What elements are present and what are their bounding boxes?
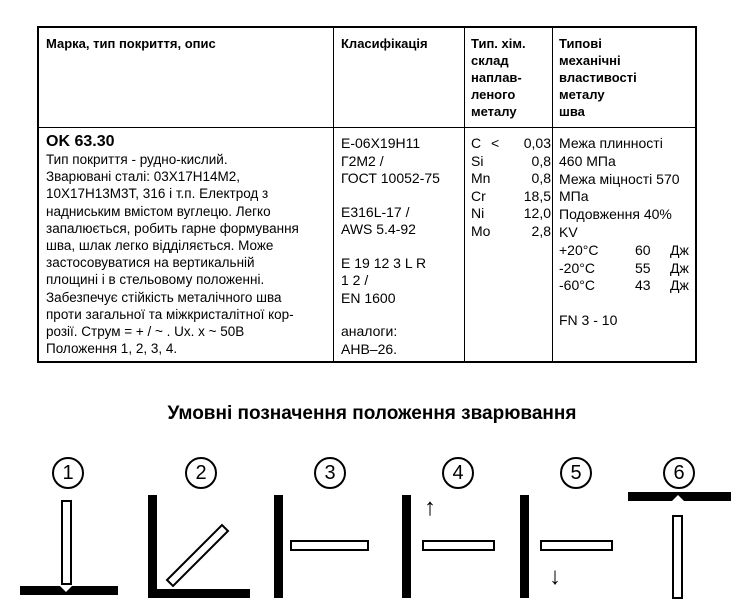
classification-line: аналоги: <box>341 323 398 339</box>
impact-temp: +20°C <box>559 241 599 258</box>
chem-row <box>471 135 551 153</box>
chem-value: 0,03 <box>523 135 551 151</box>
description-line: застосовуватися на вертикальній <box>46 255 255 271</box>
chem-value: 0,8 <box>531 152 551 169</box>
chem-element: C <box>471 135 482 151</box>
classification-line: ГОСТ 10052-75 <box>341 170 440 186</box>
chem-element: Cr <box>471 187 486 204</box>
electrode-table <box>37 26 697 363</box>
description-line: Забезпечує стійкість металічного шва <box>46 289 282 305</box>
vertical-up-icon <box>400 495 500 605</box>
classification-line: АНВ–26. <box>341 340 398 357</box>
mechanical-line: Подовження 40% <box>559 206 672 223</box>
header-line: властивості <box>559 70 637 85</box>
mechanical-line: 460 МПа <box>559 152 616 169</box>
header-divider <box>39 127 695 128</box>
impact-row <box>559 242 694 260</box>
column-divider <box>464 28 465 361</box>
impact-temp: -60°C <box>559 277 595 294</box>
chem-row <box>471 153 551 171</box>
header-line: наплав- <box>471 70 522 85</box>
arrow-down-icon: ↓ <box>549 563 561 590</box>
chem-value: 2,8 <box>531 222 551 239</box>
classification-line: AWS 5.4-92 <box>341 221 416 237</box>
column-divider <box>333 28 334 361</box>
product-cell <box>46 133 299 357</box>
mechanical-line: Межа міцності 570 <box>559 170 680 187</box>
product-name: OK 63.30 <box>46 133 115 150</box>
horizontal-fillet-icon <box>145 495 255 605</box>
overhead-position-icon <box>628 492 732 604</box>
chem-value: 0,8 <box>531 170 551 186</box>
chem-row <box>471 205 551 223</box>
classification-line: 1 2 / <box>341 272 369 288</box>
classification-cell <box>341 135 440 358</box>
header-line: склад <box>471 53 509 68</box>
header-brand: Марка, тип покриття, опис <box>46 36 216 51</box>
chemistry-cell <box>471 135 551 240</box>
chem-element: Mo <box>471 222 491 239</box>
description-line: 10Х17Н13М3Т, 316 і т.п. Електрод з <box>46 186 269 202</box>
chem-row <box>471 170 551 188</box>
vertical-down-icon <box>518 495 618 605</box>
chem-row <box>471 188 551 206</box>
mechanical-cell <box>559 135 694 330</box>
classification-line: E 19 12 3 L R <box>341 254 427 271</box>
header-line: Типові <box>559 36 602 51</box>
impact-temp: -20°C <box>559 259 595 276</box>
description-line: Тип покриття - рудно-кислий. <box>46 152 228 167</box>
position-number-2: 2 <box>185 457 217 489</box>
mechanical-line: Межа плинності <box>559 135 663 151</box>
description-line: площині і в стельовому положенні. <box>46 272 265 288</box>
impact-unit: Дж <box>670 259 689 276</box>
description-line: запалюється, робить гарне формування <box>46 220 299 236</box>
description-line: надниським вмістом вуглецю. Легко <box>46 203 271 219</box>
classification-line: EN 1600 <box>341 289 396 306</box>
description-line: Положення 1, 2, 3, 4. <box>46 341 178 357</box>
classification-line: E-06Х19Н11 <box>341 135 421 151</box>
description-line: розії. Струм = + / ~ . Uх. х ~ 50В <box>46 324 245 340</box>
horizontal-position-icon <box>270 495 380 605</box>
chem-qualifier: < <box>491 135 500 151</box>
chem-element: Si <box>471 152 484 169</box>
chem-element: Mn <box>471 170 491 186</box>
position-number-4: 4 <box>442 457 474 489</box>
chem-value: 18,5 <box>523 187 551 204</box>
impact-unit: Дж <box>670 277 689 294</box>
ferrite-number: FN 3 - 10 <box>559 312 618 329</box>
header-mechanical <box>559 35 637 120</box>
impact-row <box>559 260 694 278</box>
chem-row <box>471 223 551 241</box>
classification-line: Г2М2 / <box>341 152 384 169</box>
header-chemistry <box>471 35 526 120</box>
description-line: шва, шлак легко відділяється. Може <box>46 238 274 254</box>
impact-row <box>559 277 694 295</box>
flat-position-icon <box>20 495 120 605</box>
column-divider <box>552 28 553 361</box>
impact-value: 60 <box>635 241 651 258</box>
position-number-6: 6 <box>663 457 695 489</box>
description-line: Зварювані сталі: 03Х17Н14М2, <box>46 169 241 185</box>
header-line: шва <box>559 104 585 119</box>
header-line: металу <box>559 87 605 102</box>
chem-value: 12,0 <box>523 205 551 221</box>
header-line: Тип. хім. <box>471 36 526 51</box>
chem-element: Ni <box>471 205 485 221</box>
impact-value: 55 <box>635 259 651 276</box>
header-line: механічні <box>559 53 621 68</box>
position-number-1: 1 <box>52 457 84 489</box>
header-line: леного <box>471 87 516 102</box>
legend-title: Умовні позначення положення зварювання <box>167 403 577 424</box>
position-number-3: 3 <box>314 457 346 489</box>
header-line: металу <box>471 104 517 119</box>
classification-line: E316L-17 / <box>341 203 410 220</box>
header-classification: Класифікація <box>341 36 428 51</box>
description-line: проти загальної та міжкристалітної кор- <box>46 306 294 322</box>
impact-unit: Дж <box>670 241 689 258</box>
mechanical-line: KV <box>559 223 578 240</box>
position-number-5: 5 <box>560 457 592 489</box>
impact-value: 43 <box>635 277 651 294</box>
arrow-up-icon: ↑ <box>424 494 436 521</box>
mechanical-line: МПа <box>559 188 589 205</box>
